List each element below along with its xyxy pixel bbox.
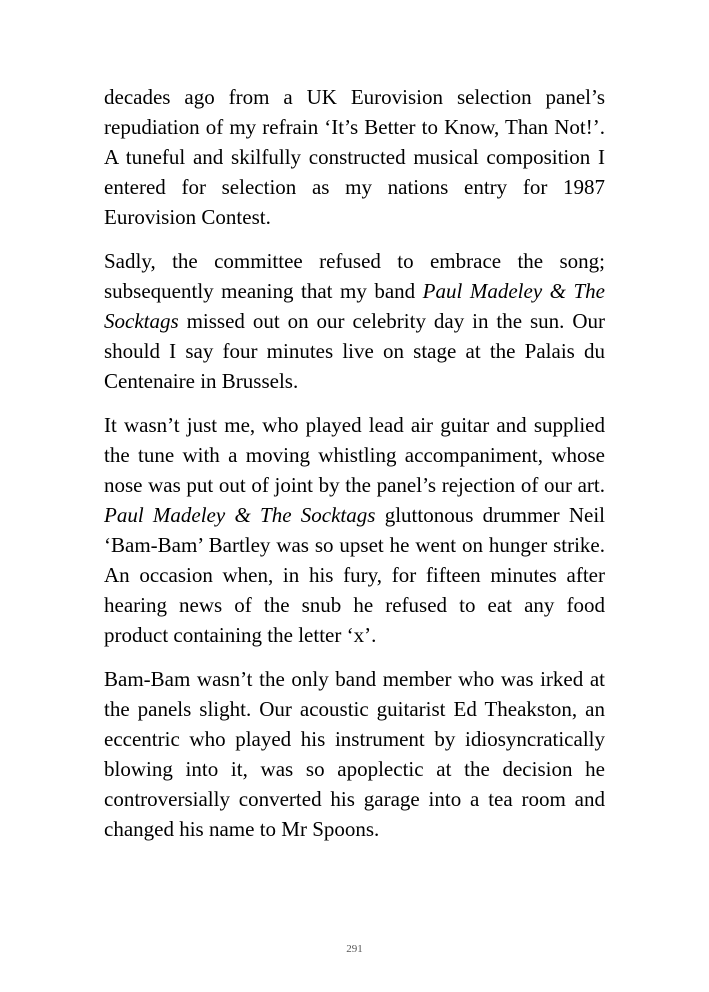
paragraph-1 bbox=[104, 82, 605, 232]
band-name-italic: Paul Madeley & The Socktags bbox=[104, 503, 376, 527]
paragraph-text: Sadly, the committee refused to embrace the song; subsequently meaning that my band bbox=[104, 249, 605, 303]
paragraph-2 bbox=[104, 246, 605, 396]
paragraph-3 bbox=[104, 410, 605, 650]
page-body bbox=[104, 82, 605, 858]
paragraph-text: missed out on our celebrity day in the sun. Our should I say four minutes live on stage at the Palais du Centenaire in Brussels. bbox=[104, 309, 605, 393]
paragraph-text: decades ago from a UK Eurovision selection panel’s repudiation of my refrain ‘It’s Better to Know, Than Not!’. A tuneful and skilfully constructed musical composition I entered for selection as my nations entry for 1987 Eurovision Contest. bbox=[104, 85, 605, 229]
band-name-italic: Paul Madeley & The Socktags bbox=[104, 279, 605, 333]
paragraph-text: Bam-Bam wasn’t the only band member who was irked at the panels slight. Our acoustic guitarist Ed Theakston, an eccentric who played his instrument by idiosyncratically blowing into it, was so apoplectic at the decision he controversially converted his garage into a tea room and changed his name to Mr Spoons. bbox=[104, 667, 605, 841]
page-number: 291 bbox=[346, 943, 363, 955]
paragraph-text: It wasn’t just me, who played lead air guitar and supplied the tune with a moving whistling accompaniment, whose nose was put out of joint by the panel’s rejection of our art. bbox=[104, 413, 605, 497]
paragraph-text: gluttonous drummer Neil ‘Bam-Bam’ Bartley was so upset he went on hunger strike. An occasion when, in his fury, for fifteen minutes after hearing news of the snub he refused to eat any food product containing the letter ‘x’. bbox=[104, 503, 605, 647]
paragraph-4 bbox=[104, 664, 605, 844]
